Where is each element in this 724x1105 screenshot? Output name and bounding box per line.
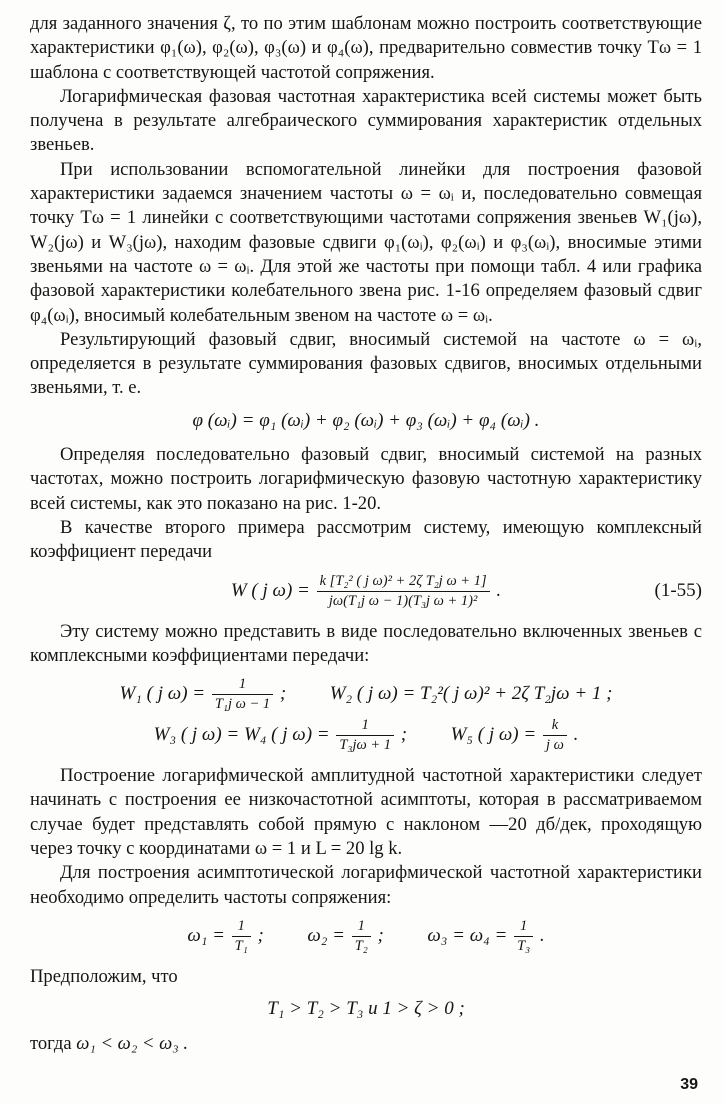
eq-om1-end: ; [257,924,264,946]
eq-w-left: W ( j ω) = [230,579,310,601]
eq-om3-numerator: 1 [514,918,533,937]
eq-w5-left: W₅ ( j ω) = [450,723,537,745]
eq-w3-numerator: 1 [336,717,394,736]
equation-block-links [30,676,702,754]
equation-1-55 [30,573,702,610]
paragraph-2: Логарифмическая фазовая частотная характеристика всей системы может быть получена в результате алгебраического суммирования характеристик отдельных звеньев. [30,85,702,156]
equation-corner-frequencies [30,918,702,955]
equation-inequality-omega: ω₁ < ω₂ < ω₃ . [76,1032,189,1054]
eq-om3-fraction [514,918,533,955]
paragraph-10: Предположим, что [30,965,178,987]
eq-w-fraction [317,573,490,610]
equation-inequality-T: T₁ > T₂ > T₃ и 1 > ζ > 0 ; [267,998,465,1020]
eq-om1-left: ω₁ = [187,924,225,946]
eq-w5-fraction [543,717,567,754]
paragraph-9: Для построения асимптотической логарифмической частотной характеристики необходимо определить частоты сопряжения: [30,862,702,908]
eq-w-denominator: jω(T₁j ω − 1)(T₃j ω + 1)² [328,592,478,609]
eq-w3-fraction [336,717,394,754]
eq-w1-fraction [212,676,273,713]
eq-om3-denominator: T₃ [517,937,531,954]
paragraph-8: Построение логарифмической амплитудной частотной характеристики следует начинать с построения ее низкочастотной асимптоты, которая в рассматриваемом случае будет представлять собой прямую с наклоном —20 дб/дек, проходящую через точку с координатами ω = 1 и L = 20 lg k. [30,765,702,860]
eq-w-end: . [496,579,502,601]
eq-w5-end: . [573,723,579,745]
paragraph-6: В качестве второго примера рассмотрим систему, имеющую комплексный коэффициент передачи [30,516,702,563]
text-column [30,12,702,1056]
paragraph-1: для заданного значения ζ, то по этим шаблонам можно построить соответствующие характеристики φ₁(ω), φ₂(ω), φ₃(ω) и φ₄(ω), предварительно совместив точку Tω = 1 шаблона с соответствующей частотой сопряжения. [30,13,702,83]
eq-w1-denominator: T₁j ω − 1 [214,696,271,713]
eq-om1-numerator: 1 [232,918,251,937]
eq-w1-left: W₁ ( j ω) = [119,682,206,704]
eq-row-1 [30,676,702,713]
eq-w-numerator: k [T₂² ( j ω)² + 2ζ T₂j ω + 1] [317,573,490,592]
eq-om2-left: ω₂ = [307,924,345,946]
eq-w5-numerator: k [543,717,567,736]
eq-om2-end: ; [377,924,384,946]
eq-w2: W₂ ( j ω) = T₂²( j ω)² + 2ζ T₂jω + 1 ; [329,682,613,704]
paragraph-11 [30,1032,702,1056]
paragraph-7: Эту систему можно представить в виде последовательно включенных звеньев с комплексными коэффициентами передачи: [30,620,702,666]
eq-om2-denominator: T₂ [354,937,368,954]
equation-number: (1-55) [654,579,702,601]
eq-om2-fraction [352,918,371,955]
eq-om3-end: . [539,924,545,946]
eq-w1-end: ; [279,682,287,704]
eq-w1-numerator: 1 [212,676,273,695]
eq-w3-left: W₃ ( j ω) = W₄ ( j ω) = [153,723,330,745]
eq-row-2 [30,717,702,754]
paragraph-3: При использовании вспомогательной линейки для построения фазовой характеристики задаемся значением частоты ω = ωᵢ и, последовательно совмещая точку Tω = 1 линейки с соответствующими частотами сопряжения звеньев W₁(jω), W₂(jω) и W₃(jω), находим фазовые сдвиги φ₁(ωᵢ), φ₂(ωᵢ) и φ₃(ωᵢ), вносимые этими звеньями на частоте ω = ωᵢ. Для этой же частоты при помощи табл. 4 или графика фазовой характеристики колебательного звена рис. 1-16 определяем фазовый сдвиг φ₄(ωᵢ), вносимый колебательным звеном на частоте ω = ωᵢ. [30,158,702,326]
word-togda: тогда [30,1032,72,1054]
eq-w5-denominator: j ω [545,737,564,754]
equation-phase-sum: φ (ωᵢ) = φ₁ (ωᵢ) + φ₂ (ωᵢ) + φ₃ (ωᵢ) + φ₄ (ωᵢ) . [192,409,540,431]
eq-om3-left: ω₃ = ω₄ = [427,924,508,946]
paragraph-5: Определяя последовательно фазовый сдвиг, вносимый системой на разных частотах, можно построить логарифмическую фазовую частотную характеристику всей системы, как это показано на рис. 1-20. [30,444,702,514]
eq-om1-fraction [232,918,251,955]
page-number: 39 [680,1076,698,1093]
eq-w3-end: ; [400,723,408,745]
paragraph-4: Результирующий фазовый сдвиг, вносимый системой на частоте ω = ωᵢ, определяется в результате суммирования фазовых сдвигов, вносимых отдельными звеньями, т. е. [30,328,702,399]
eq-w3-denominator: T₃jω + 1 [339,737,392,754]
eq-om2-numerator: 1 [352,918,371,937]
eq-om1-denominator: T₁ [234,937,248,954]
